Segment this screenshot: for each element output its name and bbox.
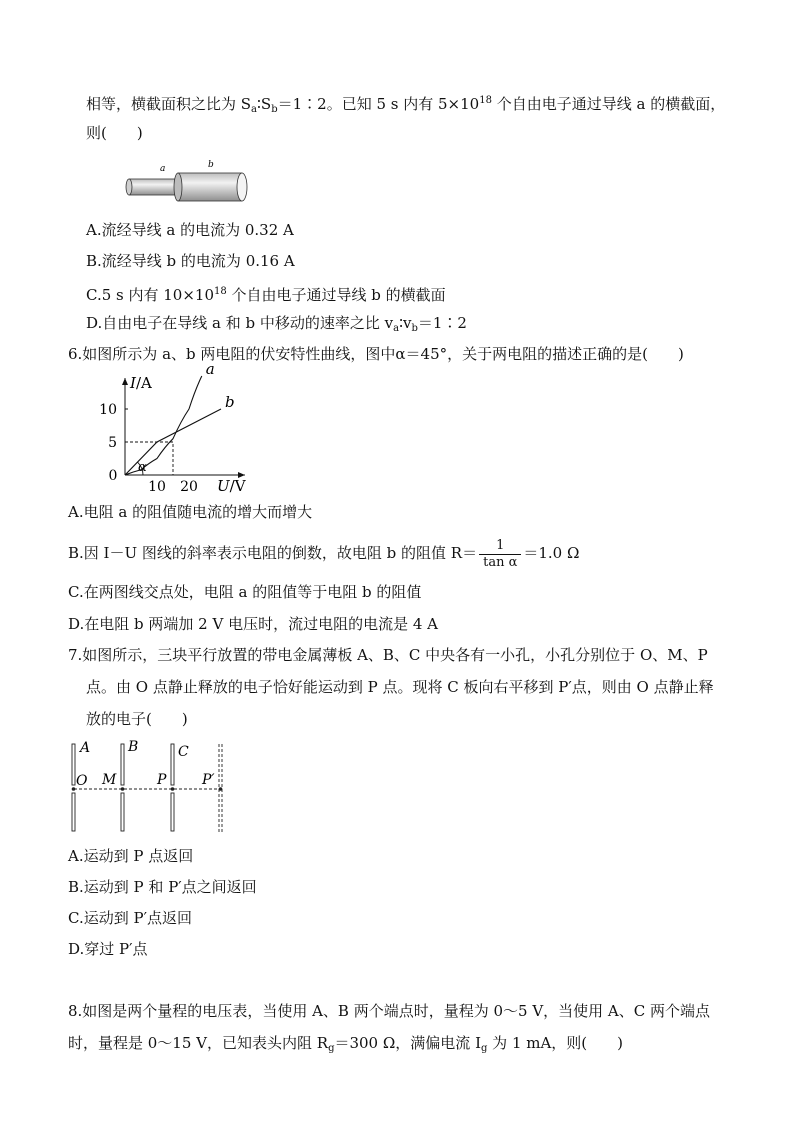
q7-option-b: B.运动到 P 和 P′点之间返回 bbox=[68, 878, 257, 896]
angle-label: α bbox=[138, 460, 147, 475]
origin-label: 0 bbox=[108, 468, 118, 484]
q7-option-c: C.运动到 P′点返回 bbox=[68, 909, 192, 927]
vb-subscript: b bbox=[411, 323, 418, 334]
plate-a-bottom bbox=[72, 793, 75, 831]
sa-subscript: a bbox=[251, 104, 258, 115]
q6-option-b-text1: B.因 I－U 图线的斜率表示电阻的倒数，故电阻 b 的阻值 R＝ bbox=[68, 544, 478, 562]
point-m-label: M bbox=[102, 772, 117, 788]
q6-option-d: D.在电阻 b 两端加 2 V 电压时，流过电阻的电流是 4 A bbox=[68, 615, 438, 633]
q5-option-c bbox=[86, 282, 446, 305]
point-p-prime-label: P′ bbox=[202, 772, 215, 788]
q6-iv-chart bbox=[95, 360, 255, 495]
conductor-a-end bbox=[126, 179, 132, 195]
q5-option-d-text2: ∶v bbox=[399, 314, 412, 332]
y-axis-arrow bbox=[122, 378, 128, 385]
hole-p bbox=[171, 787, 175, 791]
q8-stem-line2 bbox=[68, 1033, 623, 1059]
q7-option-d: D.穿过 P′点 bbox=[68, 940, 148, 958]
q7-option-a: A.运动到 P 点返回 bbox=[68, 847, 194, 865]
q7-plates-figure bbox=[66, 738, 236, 838]
exp-18: 18 bbox=[479, 95, 492, 106]
q5-option-a: A.流经导线 a 的电流为 0.32 A bbox=[86, 221, 294, 239]
q5-stem-text4: 个自由电子通过导线 a 的横截面， bbox=[491, 95, 726, 113]
q5-option-c-exp: 18 bbox=[214, 286, 227, 297]
plate-c-bottom bbox=[171, 793, 174, 831]
q8-stem-text3: 为 1 mA，则( ) bbox=[487, 1034, 624, 1052]
y-tick-label: 10 bbox=[99, 402, 117, 418]
fraction-numerator: 1 bbox=[479, 538, 521, 555]
q8-stem-text1: 时，量程是 0～15 V，已知表头内阻 R bbox=[68, 1034, 329, 1052]
fraction-denominator: tan α bbox=[483, 554, 518, 570]
series-b-label: b bbox=[225, 393, 235, 411]
series-a-label: a bbox=[205, 360, 215, 378]
q5-stem-line1 bbox=[86, 91, 725, 120]
q5-option-c-text2: 个自由电子通过导线 b 的横截面 bbox=[226, 286, 446, 304]
q5-conductor-figure bbox=[120, 155, 260, 205]
hole-m bbox=[121, 787, 125, 791]
point-p-label: P bbox=[157, 772, 167, 788]
q5-option-d-text1: D.自由电子在导线 a 和 b 中移动的速率之比 v bbox=[86, 314, 394, 332]
q5-option-d bbox=[86, 313, 467, 339]
y-tick-label: 5 bbox=[108, 435, 117, 451]
q8-stem-line1: 8.如图是两个量程的电压表，当使用 A、B 两个端点时，量程为 0～5 V，当使用 A、C 两个端点 bbox=[68, 1002, 711, 1020]
plate-c-top bbox=[171, 744, 174, 785]
q6-option-c: C.在两图线交点处，电阻 a 的阻值等于电阻 b 的阻值 bbox=[68, 583, 422, 601]
conductor-b-end bbox=[237, 173, 247, 201]
plate-b-top bbox=[121, 744, 124, 785]
q5-stem-line2: 则( ) bbox=[86, 124, 143, 142]
conductor-b bbox=[178, 173, 242, 201]
plate-b-bottom bbox=[121, 793, 124, 831]
conductor-a bbox=[129, 179, 181, 195]
conductor-b-start bbox=[174, 173, 182, 201]
q6-option-b-fraction bbox=[479, 538, 521, 571]
hole-p-prime bbox=[219, 787, 223, 791]
q6-option-a: A.电阻 a 的阻值随电流的增大而增大 bbox=[68, 503, 313, 521]
x-axis-label: U/V bbox=[217, 477, 246, 495]
q5-option-d-text3: ＝1∶2 bbox=[417, 314, 467, 332]
ig-subscript: g bbox=[481, 1043, 488, 1054]
q5-fig-label-a: a bbox=[160, 164, 166, 174]
q5-option-c-text1: C.5 s 内有 10×10 bbox=[86, 286, 214, 304]
q5-stem-text1: 相等，横截面积之比为 S bbox=[86, 95, 252, 113]
q5-option-b: B.流经导线 b 的电流为 0.16 A bbox=[86, 252, 295, 270]
q5-stem-text2: ∶S bbox=[257, 95, 272, 113]
x-tick-label: 20 bbox=[180, 479, 198, 495]
plate-a-label: A bbox=[80, 740, 91, 756]
q8-stem-text2: ＝300 Ω，满偏电流 I bbox=[334, 1034, 481, 1052]
rg-subscript: g bbox=[328, 1043, 335, 1054]
plate-c-label: C bbox=[178, 744, 189, 760]
point-o-label: O bbox=[76, 773, 88, 789]
va-subscript: a bbox=[393, 323, 400, 334]
x-tick-label: 10 bbox=[148, 479, 166, 495]
q7-stem-line1: 7.如图所示，三块平行放置的带电金属薄板 A、B、C 中央各有一小孔，小孔分别位于 O、M、P bbox=[68, 646, 708, 664]
plate-b-label: B bbox=[128, 739, 139, 755]
sb-subscript: b bbox=[271, 104, 278, 115]
q6-stem: 6.如图所示为 a、b 两电阻的伏安特性曲线，图中α＝45°，关于两电阻的描述正确的是( ) bbox=[68, 345, 684, 363]
q6-option-b bbox=[68, 537, 579, 571]
hole-o bbox=[72, 787, 76, 791]
q7-stem-line3: 放的电子( ) bbox=[86, 710, 188, 728]
q7-stem-line2: 点。由 O 点静止释放的电子恰好能运动到 P 点。现将 C 板向右平移到 P′点，则由 O 点静止释 bbox=[86, 678, 714, 696]
q6-option-b-text2: ＝1.0 Ω bbox=[523, 544, 580, 562]
q5-fig-label-b: b bbox=[208, 160, 214, 170]
q5-stem-text3: ＝1∶2。已知 5 s 内有 5×10 bbox=[277, 95, 480, 113]
plate-a-top bbox=[72, 744, 75, 785]
y-axis-label: I/A bbox=[130, 374, 152, 392]
